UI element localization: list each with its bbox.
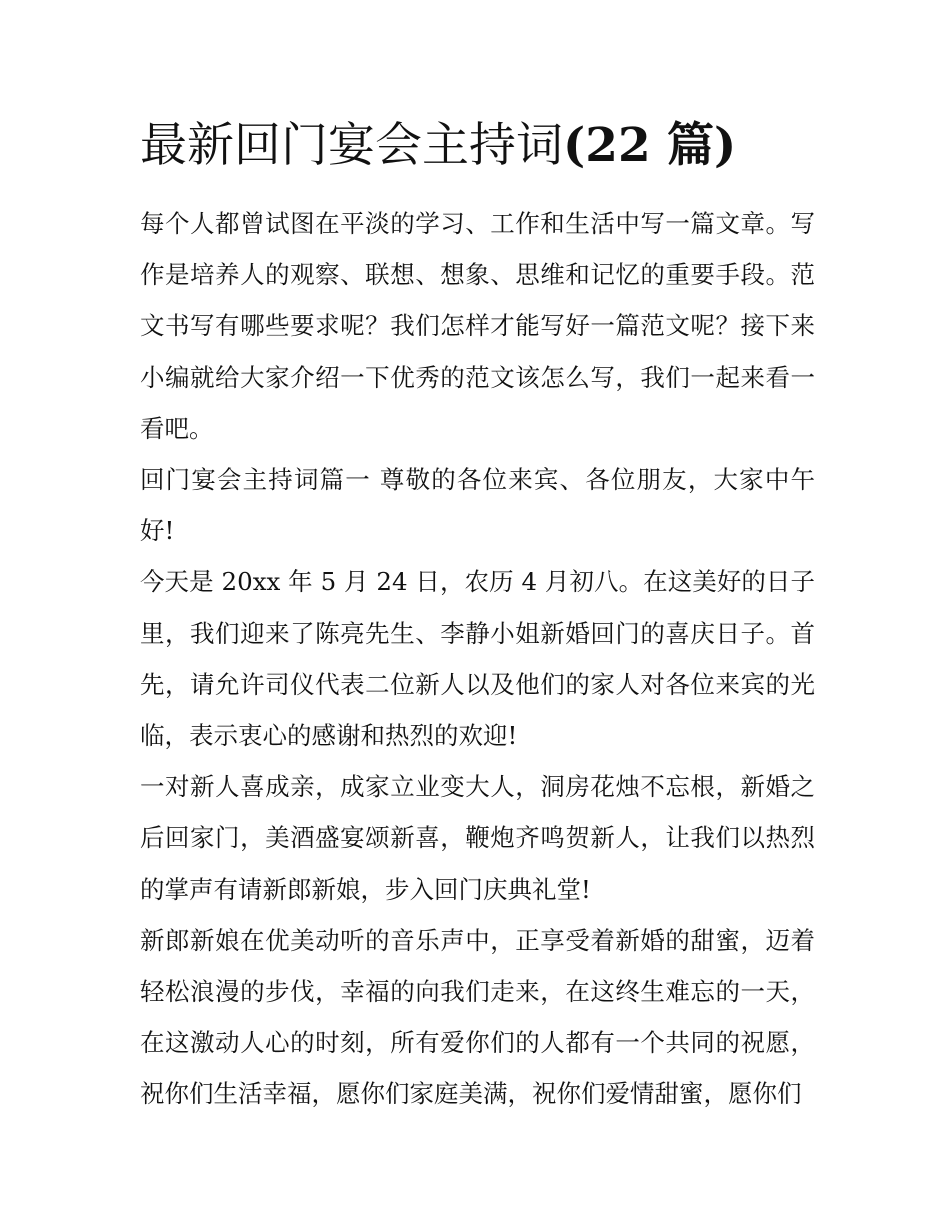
title-main: 最新回门宴会主持词: [140, 118, 563, 173]
greeting-paragraph: 回门宴会主持词篇一 尊敬的各位来宾、各位朋友，大家中午好!: [140, 465, 815, 546]
intro-paragraph: 每个人都曾试图在平淡的学习、工作和生活中写一篇文章。写作是培养人的观察、联想、想象、思维和记忆的重要手段。范文书写有哪些要求呢？我们怎样才能写好一篇范文呢？接下来小编就给大家介绍一下优秀的范文该怎么写，我们一起来看一看吧。: [140, 209, 815, 443]
blessing-paragraph: 新郎新娘在优美动听的音乐声中，正享受着新婚的甜蜜，迈着轻松浪漫的步伐，幸福的向我们走来，在这终生难忘的一天，在这激动人心的时刻，所有爱你们的人都有一个共同的祝愿，祝你们生活幸福，愿你们家庭美满，祝你们爱情甜蜜，愿你们: [140, 925, 815, 1109]
document-body: [140, 198, 815, 1120]
date-paragraph: 今天是 20xx 年 5 月 24 日，农历 4 月初八。在这美好的日子里，我们迎来了陈亮先生、李静小姐新婚回门的喜庆日子。首先，请允许司仪代表二位新人以及他们的家人对各位来宾的光临，表示衷心的感谢和热烈的欢迎!: [140, 567, 815, 751]
verse-paragraph: 一对新人喜成亲，成家立业变大人，洞房花烛不忘根，新婚之后回家门，美酒盛宴颂新喜，鞭炮齐鸣贺新人，让我们以热烈的掌声有请新郎新娘，步入回门庆典礼堂!: [140, 772, 815, 904]
title-count: (22 篇): [563, 118, 737, 173]
page-title: [140, 116, 736, 176]
